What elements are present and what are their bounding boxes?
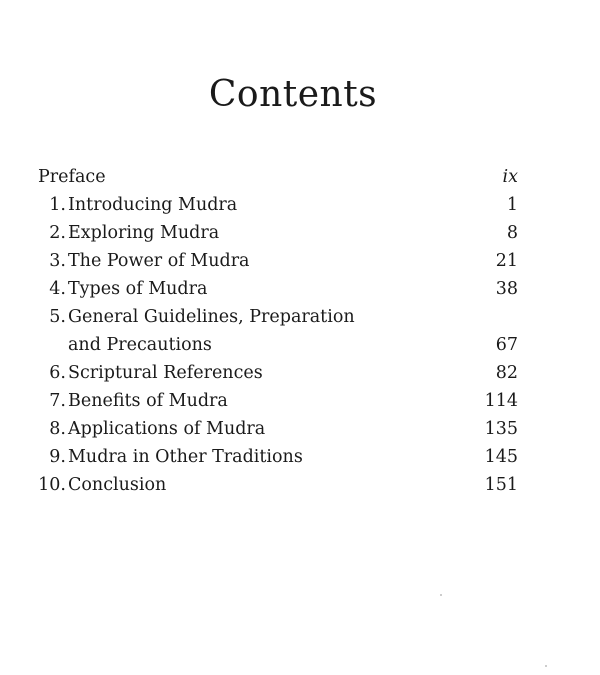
toc-entry[interactable] — [38, 387, 518, 415]
toc-entry-title: Mudra in Other Traditions — [68, 447, 303, 467]
toc-entry-number: 10. — [38, 475, 66, 495]
toc-entry-page-number: 145 — [484, 447, 518, 467]
table-of-contents — [38, 163, 518, 499]
toc-entry[interactable] — [38, 219, 518, 247]
page-title: Contents — [208, 74, 378, 116]
toc-entry[interactable] — [38, 191, 518, 219]
toc-entry-title: Preface — [38, 167, 106, 187]
toc-entry-page-number: 114 — [484, 391, 518, 411]
toc-entry[interactable] — [38, 415, 518, 443]
toc-entry[interactable] — [38, 303, 518, 331]
toc-entry-page-number: 1 — [506, 195, 518, 215]
toc-entry-number: 1. — [49, 195, 66, 215]
toc-entry-title: and Precautions — [68, 335, 212, 355]
toc-entry-page-number: ix — [502, 167, 518, 187]
toc-entry-page-number: 67 — [495, 335, 518, 355]
toc-entry-title: General Guidelines, Preparation — [68, 307, 355, 327]
toc-entry-title: Scriptural References — [68, 363, 263, 383]
toc-entry-title: Exploring Mudra — [68, 223, 220, 243]
toc-entry[interactable] — [38, 163, 518, 191]
toc-entry[interactable] — [38, 247, 518, 275]
toc-entry-title: Introducing Mudra — [68, 195, 238, 215]
toc-entry-page-number: 21 — [495, 251, 518, 271]
toc-entry[interactable] — [38, 275, 518, 303]
toc-entry[interactable] — [38, 471, 518, 499]
toc-entry-page-number: 135 — [484, 419, 518, 439]
toc-entry-number: 2. — [49, 223, 66, 243]
toc-entry[interactable] — [38, 359, 518, 387]
toc-entry-number: 8. — [49, 419, 66, 439]
toc-entry-title: Benefits of Mudra — [68, 391, 228, 411]
toc-entry-number: 5. — [49, 307, 66, 327]
toc-entry[interactable] — [38, 443, 518, 471]
toc-entry-number: 4. — [49, 279, 66, 299]
scan-speck — [440, 594, 442, 596]
toc-entry-title: The Power of Mudra — [68, 251, 250, 271]
toc-entry-title: Conclusion — [68, 475, 167, 495]
scan-speck — [545, 665, 547, 667]
toc-entry-number: 3. — [49, 251, 66, 271]
toc-entry[interactable] — [38, 331, 518, 359]
toc-entry-page-number: 82 — [495, 363, 518, 383]
toc-entry-page-number: 38 — [495, 279, 518, 299]
toc-entry-title: Types of Mudra — [68, 279, 208, 299]
toc-entry-number: 7. — [49, 391, 66, 411]
toc-entry-title: Applications of Mudra — [68, 419, 266, 439]
toc-entry-number: 9. — [49, 447, 66, 467]
toc-entry-page-number: 151 — [484, 475, 518, 495]
toc-entry-page-number: 8 — [506, 223, 518, 243]
toc-entry-number: 6. — [49, 363, 66, 383]
